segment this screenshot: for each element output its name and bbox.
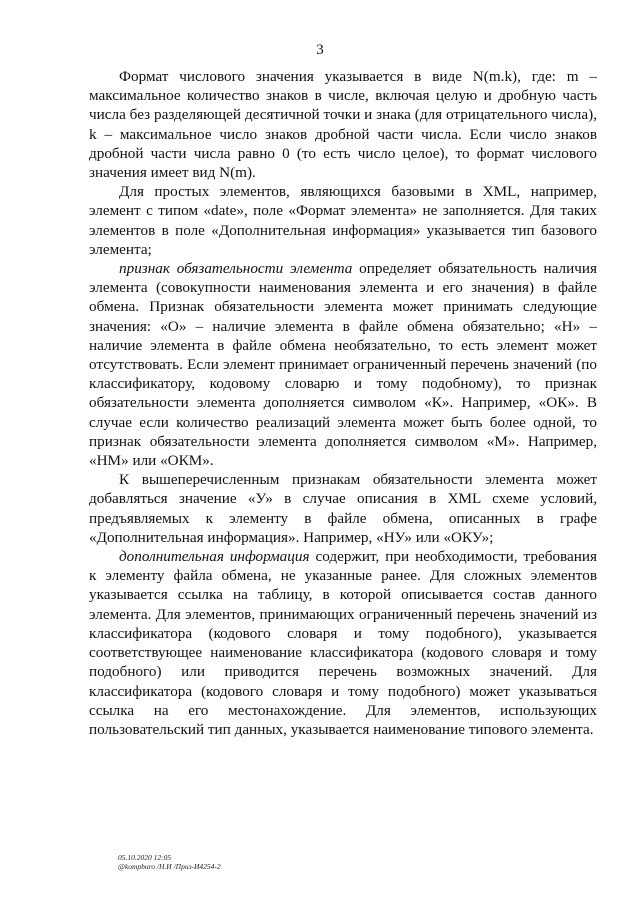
page-number: 3 (316, 42, 324, 58)
footer-document-id: @kompburo /Н.И /Приз-И4254-2 (118, 862, 221, 871)
paragraph-text: определяет обязательность наличия элемента (совокупности наименования элемента и его значения) в файле обмена. Признак обязательности элемента может принимать следующие значения: «О» – наличие элемента в файле обмена обязательно; «Н» – наличие элемента в файле обмена необязательно, то есть элемент может отсутствовать. Если элемент принимает ограниченный перечень значений (по классификатору, кодовому словарю и тому подобному), то признак обязательности элемента дополняется символом «К». Например, «ОК». В случае если количество реализаций элемента может быть более одной, то признак обязательности элемента дополняется символом «М». Например, «НМ» или «ОКМ». (89, 260, 597, 470)
paragraph-text: содержит, при необходимости, требования к элементу файла обмена, не указанные ранее. Для сложных элементов указывается ссылка на таблицу, в которой описывается состав данного элемента. Для элементов, принимающих ограниченный перечень значений из классификатора (кодового словаря и тому подобного), указывается соответствующее наименование классификатора (кодового словаря и тому подобного) или приводится перечень возможных значений. Для классификатора (кодового словаря и тому подобного) может указываться ссылка на его местонахождение. Для элементов, использующих пользовательский тип данных, указывается наименование типового элемента. (89, 548, 597, 738)
paragraph-text: К вышеперечисленным признакам обязательности элемента может добавляться значение «У» в случае описания в XML схеме условий, предъявляемых к элементу в файле обмена, описанных в графе «Дополнительная информация». Например, «НУ» или «ОКУ»; (89, 471, 597, 546)
footer-stamp (118, 853, 221, 871)
footer-timestamp: 05.10.2020 12:05 (118, 853, 172, 862)
document-body (89, 67, 597, 739)
paragraph-text: Формат числового значения указывается в виде N(m.k), где: m – максимальное количество знаков в числе, включая целую и дробную часть числа без разделяющей десятичной точки и знака (для отрицательного числа), k – максимальное число знаков дробной части числа. Если число знаков дробной части числа равно 0 (то есть число целое), то формат числового значения имеет вид N(m). (89, 68, 597, 182)
paragraph-simple-elements (89, 182, 597, 259)
paragraph-lead-term: признак обязательности элемента (119, 260, 353, 278)
paragraph-condition-flag (89, 470, 597, 547)
paragraph-mandatory-flag (89, 259, 597, 470)
paragraph-lead-term: дополнительная информация (119, 548, 310, 566)
paragraph-text: Для простых элементов, являющихся базовыми в XML, например, элемент с типом «date», поле «Формат элемента» не заполняется. Для таких элементов в поле «Дополнительная информация» указывается тип базового элемента; (89, 183, 597, 258)
paragraph-additional-info (89, 547, 597, 739)
paragraph-number-format (89, 67, 597, 182)
